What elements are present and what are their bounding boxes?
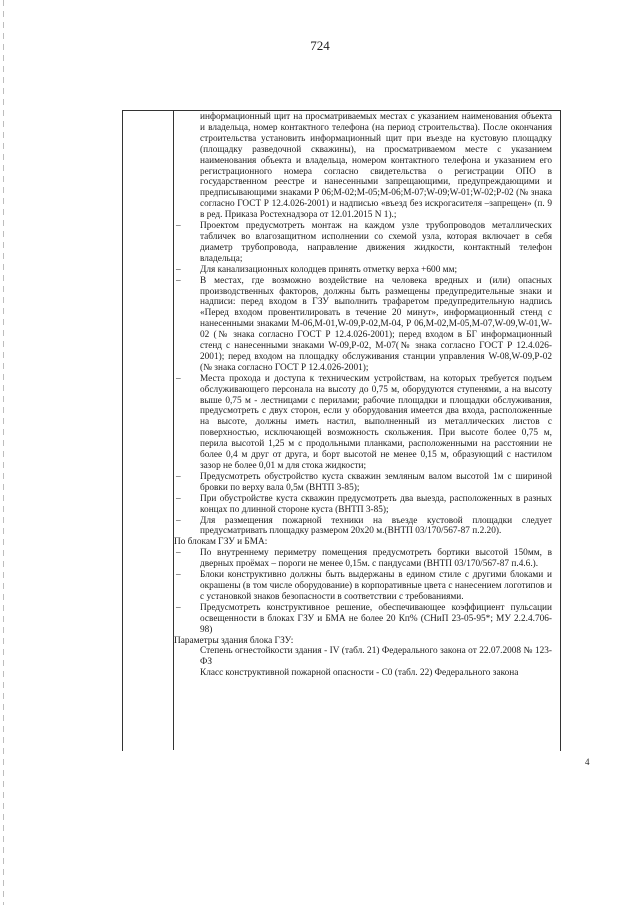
intro-paragraph: информационный щит на просматриваемых местах с указанием наименования объекта и владельца, номер контактного телефона (на период строительства). После окончания строительства установить информационный щит при въезде на кустовую площадку (площадку разведочной скважины), на просматриваемом месте с указанием наименования объекта и владельца, номером контактного телефона и указанием его регистрационного номера согласно свидетельства о регистрации ОПО в государственном реестре и нанесенными запрещающими, предупреждающими и предписывающими знаками Р 06;М-02;М-05;М-06;М-07;W-09;W-01;W-02;Р-02 (№ знака согласно ГОСТ Р 12.4.026-2001) и надписью «въезд без искрогасителя –запрещен» (п. 9 в ред. Приказа Ростехнадзора от 12.01.2015 N 1).; <box>200 112 552 221</box>
list-item: – Проектом предусмотреть монтаж на каждом узле трубопроводов металлических табличек во влагозащитном исполнении со схемой узла, которая включает в себя диаметр трубопровода, направление движения жидкости, контактный телефон владельца; <box>174 221 552 265</box>
footer-page-number: 4 <box>585 757 590 767</box>
scan-edge-marks <box>3 0 4 905</box>
param-line: Класс конструктивной пожарной опасности - С0 (табл. 22) Федерального закона <box>200 668 519 679</box>
list-item: – Предусмотреть конструктивное решение, обеспечивающее коэффициент пульсации освещенности в блоках ГЗУ и БМА не более 20 Кп% (СНиП 23-05-95*; МУ 2.2.4.706-98) <box>174 603 552 636</box>
list-item: – По внутреннему периметру помещения предусмотреть бортики высотой 150мм, в дверных проёмах – пороги не менее 0,15м. с пандусами (ВНТП 03/170/567-87 п.4.6.). <box>174 548 552 570</box>
param-line: Степень огнестойкости здания - IV (табл. 21) Федерального закона от 22.07.2008 № 123-ФЗ <box>200 646 552 668</box>
list-item: – Для канализационных колодцев принять отметку верха +600 мм; <box>174 265 552 276</box>
list-item: – При обустройстве куста скважин предусмотреть два выезда, расположенных в разных концах по длинной стороне куста (ВНТП 3-85); <box>174 494 552 516</box>
list-item: – Предусмотреть обустройство куста скважин земляным валом высотой 1м с шириной бровки по верху вала 0,5м (ВНТП 3-85); <box>174 472 552 494</box>
requirements-text <box>174 112 552 679</box>
section-heading-gzu-bma: По блокам ГЗУ и БМА: <box>174 537 268 548</box>
list-item: – Для размещения пожарной техники на въезде кустовой площадки следует предусматривать площадку размером 20х20 м.(ВНТП 03/170/567-87 п.2.20). <box>174 516 552 538</box>
list-item: – Места прохода и доступа к техническим устройствам, на которых требуется подъем обслуживающего персонала на высоту до 0,75 м, оборудуются ступенями, а на высоту выше 0,75 м - лестницами с перилами; рабочие площадки и площадки обслуживания, предусмотреть с двух сторон, если у оборудования имеется два входа, расположенные на высоте, должны иметь настил, выполненный из металлических листов с поверхностью, исключающей возможность скольжения. При высоте более 0,75 м, перила высотой 1,25 м с продольными планками, расположенными на расстоянии не более 0,4 м друг от друга, и борт высотой не менее 0,15 м, образующий с настилом зазор не более 0,01 м для стока жидкости; <box>174 374 552 472</box>
page-number: 724 <box>310 38 330 53</box>
section-heading-params: Параметры здания блока ГЗУ: <box>174 635 294 646</box>
list-item: – Блоки конструктивно должны быть выдержаны в едином стиле с другими блоками и окрашены (в том числе оборудование) в корпоративные цвета с нанесением логотипов и с установкой знаков безопасности в соответствии с требованиями. <box>174 570 552 603</box>
list-item: – В местах, где возможно воздействие на человека вредных и (или) опасных производственных факторов, должны быть размещены предупредительные знаки и надписи: перед входом в ГЗУ выполнить трафаретом предупредительную надпись «Перед входом провентилировать в течение 20 минут», информационный стенд с нанесенными знаками М-06,М-01,W-09,Р-02,М-04, Р 06,М-02,М-05,М-07,W-09,W-01,W-02 (№ знака согласно ГОСТ Р 12.4.026-2001); перед входом в БГ информационный стенд с нанесенными знаками W-09,Р-02, М-07(№ знака согласно ГОСТ Р 12.4.026-2001); перед входом на площадку обслуживания станции управления W-08,W-09,Р-02 (№ знака согласно ГОСТ Р 12.4.026-2001); <box>174 276 552 374</box>
